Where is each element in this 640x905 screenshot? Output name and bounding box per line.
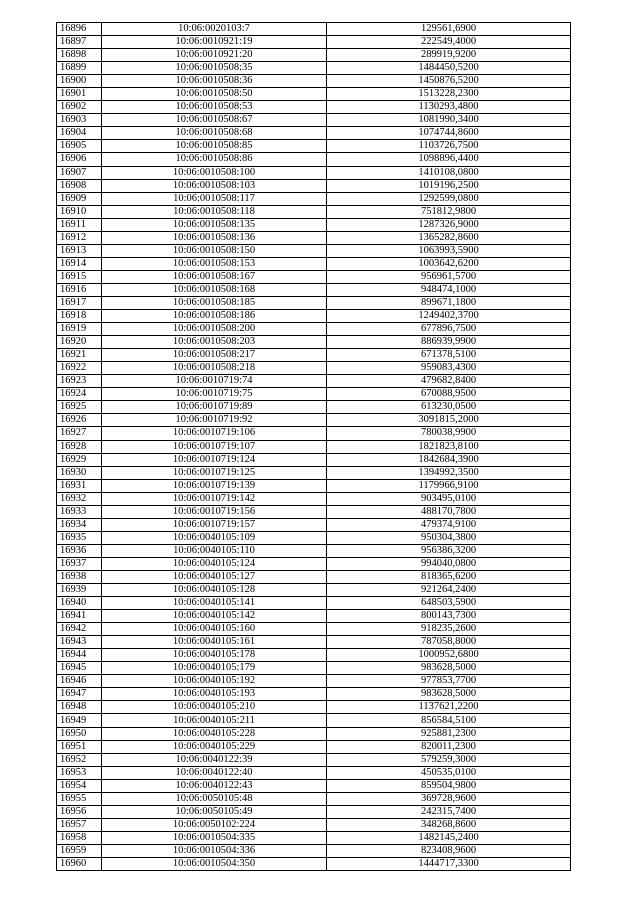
value-cell: 1000952,6800	[327, 649, 571, 662]
cadastral-number-cell: 10:06:0010508:186	[102, 310, 327, 323]
table-row	[57, 36, 571, 49]
cadastral-number-cell: 10:06:0010719:89	[102, 401, 327, 414]
row-number-cell: 16896	[57, 23, 102, 36]
value-cell: 1249402,3700	[327, 310, 571, 323]
cadastral-number-cell: 10:06:0010719:75	[102, 388, 327, 401]
value-cell: 1444717,3300	[327, 858, 571, 871]
value-cell: 780038,9900	[327, 427, 571, 440]
table-row	[57, 205, 571, 218]
table-row	[57, 479, 571, 492]
table-row	[57, 192, 571, 205]
row-number-cell: 16905	[57, 140, 102, 153]
cadastral-number-cell: 10:06:0040105:210	[102, 701, 327, 714]
value-cell: 800143,7300	[327, 610, 571, 623]
table-row	[57, 440, 571, 453]
cadastral-number-cell: 10:06:0040122:39	[102, 753, 327, 766]
value-cell: 925881,2300	[327, 727, 571, 740]
row-number-cell: 16900	[57, 75, 102, 88]
value-cell: 1842684,3900	[327, 453, 571, 466]
table-row	[57, 662, 571, 675]
value-cell: 856584,5100	[327, 714, 571, 727]
value-cell: 1513228,2300	[327, 88, 571, 101]
cadastral-number-cell: 10:06:0010508:150	[102, 244, 327, 257]
value-cell: 983628,5000	[327, 662, 571, 675]
cadastral-number-cell: 10:06:0010508:167	[102, 270, 327, 283]
cadastral-number-cell: 10:06:0010508:118	[102, 205, 327, 218]
table-row	[57, 766, 571, 779]
cadastral-number-cell: 10:06:0040105:109	[102, 531, 327, 544]
cadastral-number-cell: 10:06:0010719:92	[102, 414, 327, 427]
value-cell: 994040,0800	[327, 557, 571, 570]
cadastral-number-cell: 10:06:0040105:124	[102, 557, 327, 570]
table-row	[57, 727, 571, 740]
cadastral-number-cell: 10:06:0010719:125	[102, 466, 327, 479]
value-cell: 1137621,2200	[327, 701, 571, 714]
row-number-cell: 16901	[57, 88, 102, 101]
row-number-cell: 16926	[57, 414, 102, 427]
row-number-cell: 16903	[57, 114, 102, 127]
cadastral-number-cell: 10:06:0010508:86	[102, 153, 327, 166]
cadastral-number-cell: 10:06:0040122:43	[102, 779, 327, 792]
value-cell: 787058,8000	[327, 636, 571, 649]
row-number-cell: 16897	[57, 36, 102, 49]
cadastral-number-cell: 10:06:0010921:20	[102, 49, 327, 62]
value-cell: 818365,6200	[327, 570, 571, 583]
row-number-cell: 16934	[57, 518, 102, 531]
table-row	[57, 831, 571, 844]
row-number-cell: 16951	[57, 740, 102, 753]
row-number-cell: 16925	[57, 401, 102, 414]
cadastral-number-cell: 10:06:0010719:157	[102, 518, 327, 531]
table-row	[57, 401, 571, 414]
table-body	[57, 23, 571, 871]
table-row	[57, 636, 571, 649]
row-number-cell: 16924	[57, 388, 102, 401]
row-number-cell: 16907	[57, 166, 102, 179]
value-cell: 886939,9900	[327, 336, 571, 349]
cadastral-number-cell: 10:06:0010508:136	[102, 231, 327, 244]
row-number-cell: 16930	[57, 466, 102, 479]
row-number-cell: 16947	[57, 688, 102, 701]
value-cell: 1130293,4800	[327, 101, 571, 114]
cadastral-number-cell: 10:06:0010508:217	[102, 349, 327, 362]
cadastral-number-cell: 10:06:0010719:107	[102, 440, 327, 453]
cadastral-number-cell: 10:06:0040105:192	[102, 675, 327, 688]
value-cell: 823408,9600	[327, 844, 571, 857]
cadastral-number-cell: 10:06:0010719:142	[102, 492, 327, 505]
table-row	[57, 244, 571, 257]
value-cell: 1179966,9100	[327, 479, 571, 492]
row-number-cell: 16940	[57, 597, 102, 610]
table-row	[57, 844, 571, 857]
row-number-cell: 16899	[57, 62, 102, 75]
cadastral-number-cell: 10:06:0040122:40	[102, 766, 327, 779]
table-row	[57, 101, 571, 114]
cadastral-number-cell: 10:06:0040105:211	[102, 714, 327, 727]
cadastral-number-cell: 10:06:0040105:229	[102, 740, 327, 753]
table-row	[57, 114, 571, 127]
row-number-cell: 16929	[57, 453, 102, 466]
cadastral-number-cell: 10:06:0010508:200	[102, 323, 327, 336]
value-cell: 479374,9100	[327, 518, 571, 531]
document-page	[56, 22, 570, 871]
cadastral-number-cell: 10:06:0010508:168	[102, 283, 327, 296]
table-row	[57, 270, 571, 283]
cadastral-number-cell: 10:06:0010508:103	[102, 179, 327, 192]
value-cell: 950304,3800	[327, 531, 571, 544]
cadastral-number-cell: 10:06:0010719:156	[102, 505, 327, 518]
table-row	[57, 362, 571, 375]
table-row	[57, 62, 571, 75]
table-row	[57, 323, 571, 336]
cadastral-number-cell: 10:06:0010504:336	[102, 844, 327, 857]
table-row	[57, 818, 571, 831]
row-number-cell: 16898	[57, 49, 102, 62]
value-cell: 820011,2300	[327, 740, 571, 753]
table-row	[57, 427, 571, 440]
table-row	[57, 388, 571, 401]
table-row	[57, 753, 571, 766]
value-cell: 859504,9800	[327, 779, 571, 792]
table-row	[57, 23, 571, 36]
row-number-cell: 16913	[57, 244, 102, 257]
value-cell: 751812,9800	[327, 205, 571, 218]
cadastral-number-cell: 10:06:0010508:36	[102, 75, 327, 88]
value-cell: 129561,6900	[327, 23, 571, 36]
table-row	[57, 597, 571, 610]
value-cell: 959083,4300	[327, 362, 571, 375]
table-row	[57, 296, 571, 309]
table-row	[57, 349, 571, 362]
value-cell: 1484450,5200	[327, 62, 571, 75]
table-row	[57, 649, 571, 662]
cadastral-number-cell: 10:06:0010508:153	[102, 257, 327, 270]
value-cell: 670088,9500	[327, 388, 571, 401]
value-cell: 977853,7700	[327, 675, 571, 688]
cadastral-number-cell: 10:06:0040105:110	[102, 544, 327, 557]
table-row	[57, 688, 571, 701]
row-number-cell: 16915	[57, 270, 102, 283]
row-number-cell: 16933	[57, 505, 102, 518]
value-cell: 222549,4000	[327, 36, 571, 49]
row-number-cell: 16937	[57, 557, 102, 570]
cadastral-number-cell: 10:06:0010719:139	[102, 479, 327, 492]
row-number-cell: 16955	[57, 792, 102, 805]
row-number-cell: 16949	[57, 714, 102, 727]
row-number-cell: 16922	[57, 362, 102, 375]
table-row	[57, 505, 571, 518]
table-row	[57, 466, 571, 479]
row-number-cell: 16921	[57, 349, 102, 362]
cadastral-number-cell: 10:06:0010719:74	[102, 375, 327, 388]
value-cell: 3091815,2000	[327, 414, 571, 427]
table-row	[57, 310, 571, 323]
table-row	[57, 779, 571, 792]
value-cell: 1394992,3500	[327, 466, 571, 479]
value-cell: 921264,2400	[327, 584, 571, 597]
value-cell: 579259,3000	[327, 753, 571, 766]
table-row	[57, 623, 571, 636]
cadastral-number-cell: 10:06:0040105:128	[102, 584, 327, 597]
table-row	[57, 453, 571, 466]
row-number-cell: 16912	[57, 231, 102, 244]
row-number-cell: 16909	[57, 192, 102, 205]
table-row	[57, 336, 571, 349]
table-row	[57, 153, 571, 166]
table-row	[57, 714, 571, 727]
value-cell: 1450876,5200	[327, 75, 571, 88]
value-cell: 956386,3200	[327, 544, 571, 557]
value-cell: 1365282,8600	[327, 231, 571, 244]
cadastral-number-cell: 10:06:0010508:203	[102, 336, 327, 349]
row-number-cell: 16952	[57, 753, 102, 766]
row-number-cell: 16904	[57, 127, 102, 140]
table-row	[57, 675, 571, 688]
table-row	[57, 127, 571, 140]
value-cell: 369728,9600	[327, 792, 571, 805]
cadastral-number-cell: 10:06:0040105:142	[102, 610, 327, 623]
row-number-cell: 16953	[57, 766, 102, 779]
value-cell: 1292599,0800	[327, 192, 571, 205]
value-cell: 1482145,2400	[327, 831, 571, 844]
cadastral-number-cell: 10:06:0040105:178	[102, 649, 327, 662]
value-cell: 983628,5000	[327, 688, 571, 701]
table-row	[57, 518, 571, 531]
value-cell: 1098896,4400	[327, 153, 571, 166]
cadastral-number-cell: 10:06:0010508:53	[102, 101, 327, 114]
table-row	[57, 792, 571, 805]
cadastral-number-cell: 10:06:0050105:48	[102, 792, 327, 805]
value-cell: 677896,7500	[327, 323, 571, 336]
table-row	[57, 492, 571, 505]
cadastral-number-cell: 10:06:0010719:124	[102, 453, 327, 466]
cadastral-number-cell: 10:06:0010508:85	[102, 140, 327, 153]
value-cell: 1103726,7500	[327, 140, 571, 153]
value-cell: 1081990,3400	[327, 114, 571, 127]
cadastral-number-cell: 10:06:0040105:160	[102, 623, 327, 636]
value-cell: 479682,8400	[327, 375, 571, 388]
row-number-cell: 16957	[57, 818, 102, 831]
value-cell: 1287326,9000	[327, 218, 571, 231]
value-cell: 903495,0100	[327, 492, 571, 505]
row-number-cell: 16914	[57, 257, 102, 270]
table-row	[57, 75, 571, 88]
value-cell: 242315,7400	[327, 805, 571, 818]
table-row	[57, 375, 571, 388]
value-cell: 1410108,0800	[327, 166, 571, 179]
value-cell: 956961,5700	[327, 270, 571, 283]
row-number-cell: 16910	[57, 205, 102, 218]
row-number-cell: 16936	[57, 544, 102, 557]
table-row	[57, 610, 571, 623]
row-number-cell: 16923	[57, 375, 102, 388]
row-number-cell: 16931	[57, 479, 102, 492]
table-row	[57, 283, 571, 296]
cadastral-number-cell: 10:06:0040105:179	[102, 662, 327, 675]
row-number-cell: 16916	[57, 283, 102, 296]
cadastral-number-cell: 10:06:0010921:19	[102, 36, 327, 49]
table-row	[57, 414, 571, 427]
data-table	[56, 22, 571, 871]
row-number-cell: 16920	[57, 336, 102, 349]
table-row	[57, 570, 571, 583]
value-cell: 450535,0100	[327, 766, 571, 779]
row-number-cell: 16939	[57, 584, 102, 597]
table-row	[57, 584, 571, 597]
cadastral-number-cell: 10:06:0010504:335	[102, 831, 327, 844]
row-number-cell: 16941	[57, 610, 102, 623]
row-number-cell: 16942	[57, 623, 102, 636]
cadastral-number-cell: 10:06:0050102:224	[102, 818, 327, 831]
row-number-cell: 16932	[57, 492, 102, 505]
table-row	[57, 140, 571, 153]
value-cell: 1003642,6200	[327, 257, 571, 270]
row-number-cell: 16927	[57, 427, 102, 440]
cadastral-number-cell: 10:06:0010504:350	[102, 858, 327, 871]
row-number-cell: 16956	[57, 805, 102, 818]
row-number-cell: 16958	[57, 831, 102, 844]
cadastral-number-cell: 10:06:0010508:117	[102, 192, 327, 205]
value-cell: 1019196,2500	[327, 179, 571, 192]
table-row	[57, 231, 571, 244]
value-cell: 648503,5900	[327, 597, 571, 610]
cadastral-number-cell: 10:06:0010508:218	[102, 362, 327, 375]
cadastral-number-cell: 10:06:0010508:185	[102, 296, 327, 309]
cadastral-number-cell: 10:06:0010508:50	[102, 88, 327, 101]
table-row	[57, 257, 571, 270]
cadastral-number-cell: 10:06:0040105:228	[102, 727, 327, 740]
value-cell: 488170,7800	[327, 505, 571, 518]
value-cell: 1074744,8600	[327, 127, 571, 140]
row-number-cell: 16945	[57, 662, 102, 675]
value-cell: 899671,1800	[327, 296, 571, 309]
row-number-cell: 16911	[57, 218, 102, 231]
row-number-cell: 16960	[57, 858, 102, 871]
table-row	[57, 218, 571, 231]
table-row	[57, 701, 571, 714]
value-cell: 348268,8600	[327, 818, 571, 831]
cadastral-number-cell: 10:06:0040105:193	[102, 688, 327, 701]
value-cell: 613230,0500	[327, 401, 571, 414]
table-row	[57, 49, 571, 62]
row-number-cell: 16948	[57, 701, 102, 714]
row-number-cell: 16918	[57, 310, 102, 323]
table-row	[57, 88, 571, 101]
cadastral-number-cell: 10:06:0010719:106	[102, 427, 327, 440]
row-number-cell: 16954	[57, 779, 102, 792]
cadastral-number-cell: 10:06:0040105:127	[102, 570, 327, 583]
cadastral-number-cell: 10:06:0040105:141	[102, 597, 327, 610]
cadastral-number-cell: 10:06:0010508:67	[102, 114, 327, 127]
table-row	[57, 544, 571, 557]
row-number-cell: 16928	[57, 440, 102, 453]
row-number-cell: 16950	[57, 727, 102, 740]
cadastral-number-cell: 10:06:0040105:161	[102, 636, 327, 649]
row-number-cell: 16902	[57, 101, 102, 114]
table-row	[57, 531, 571, 544]
row-number-cell: 16919	[57, 323, 102, 336]
value-cell: 671378,5100	[327, 349, 571, 362]
table-row	[57, 179, 571, 192]
table-row	[57, 805, 571, 818]
table-row	[57, 858, 571, 871]
table-row	[57, 557, 571, 570]
value-cell: 1063993,5900	[327, 244, 571, 257]
cadastral-number-cell: 10:06:0010508:68	[102, 127, 327, 140]
cadastral-number-cell: 10:06:0010508:135	[102, 218, 327, 231]
row-number-cell: 16917	[57, 296, 102, 309]
row-number-cell: 16908	[57, 179, 102, 192]
table-row	[57, 740, 571, 753]
row-number-cell: 16959	[57, 844, 102, 857]
table-row	[57, 166, 571, 179]
cadastral-number-cell: 10:06:0010508:100	[102, 166, 327, 179]
cadastral-number-cell: 10:06:0010508:35	[102, 62, 327, 75]
row-number-cell: 16935	[57, 531, 102, 544]
row-number-cell: 16944	[57, 649, 102, 662]
row-number-cell: 16906	[57, 153, 102, 166]
row-number-cell: 16943	[57, 636, 102, 649]
row-number-cell: 16938	[57, 570, 102, 583]
value-cell: 948474,1000	[327, 283, 571, 296]
value-cell: 1821823,8100	[327, 440, 571, 453]
row-number-cell: 16946	[57, 675, 102, 688]
cadastral-number-cell: 10:06:0020103:7	[102, 23, 327, 36]
cadastral-number-cell: 10:06:0050105:49	[102, 805, 327, 818]
value-cell: 289919,9200	[327, 49, 571, 62]
value-cell: 918235,2600	[327, 623, 571, 636]
